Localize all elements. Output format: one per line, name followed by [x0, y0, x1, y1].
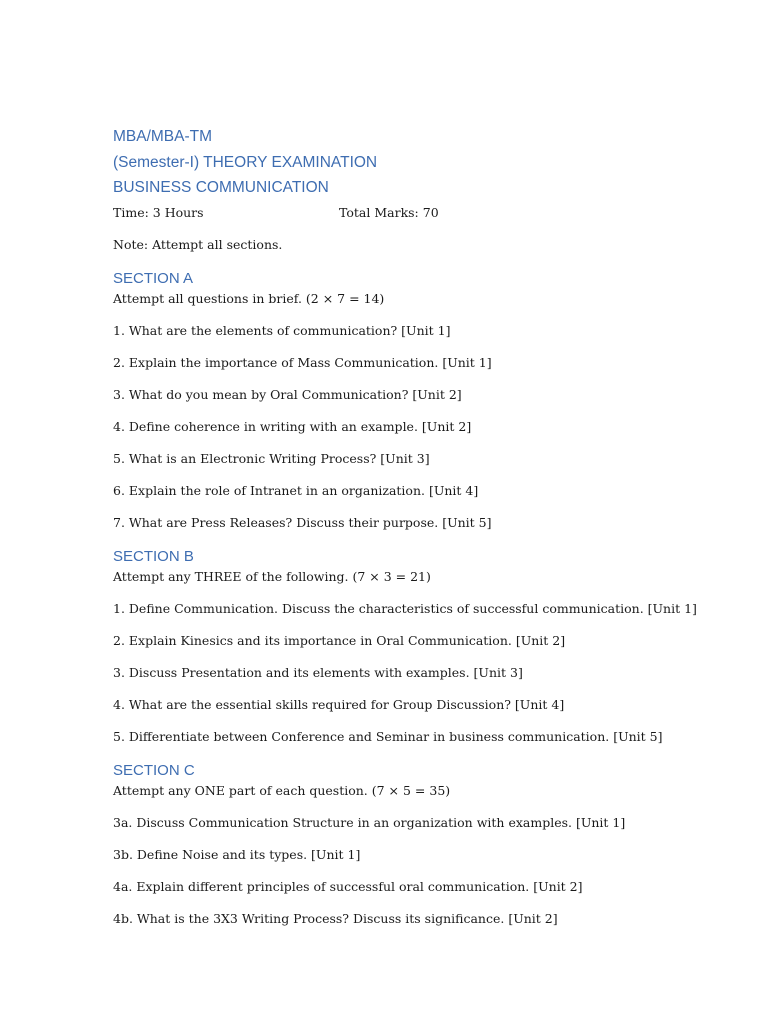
program-title: MBA/MBA-TM — [113, 128, 213, 145]
exam-note: Note: Attempt all sections. — [113, 236, 283, 252]
question-item: 1. What are the elements of communication? [Unit 1] — [113, 322, 451, 338]
subject-title: BUSINESS COMMUNICATION — [113, 179, 329, 196]
question-item: 2. Explain the importance of Mass Communication. [Unit 1] — [113, 354, 492, 370]
question-item: 3. What do you mean by Oral Communication? [Unit 2] — [113, 386, 462, 402]
exam-time: Time: 3 Hours — [113, 204, 204, 220]
section-b-heading: SECTION B — [113, 547, 194, 565]
question-item: 3b. Define Noise and its types. [Unit 1] — [113, 846, 361, 862]
section-a-instruction: Attempt all questions in brief. (2 × 7 = 14) — [113, 290, 385, 306]
section-a-heading: SECTION A — [113, 269, 194, 287]
question-item: 4a. Explain different principles of successful oral communication. [Unit 2] — [113, 878, 583, 894]
total-marks: Total Marks: 70 — [339, 204, 439, 220]
question-item: 4. What are the essential skills required for Group Discussion? [Unit 4] — [113, 696, 565, 712]
question-item: 2. Explain Kinesics and its importance in Oral Communication. [Unit 2] — [113, 632, 566, 648]
question-item: 4. Define coherence in writing with an example. [Unit 2] — [113, 418, 472, 434]
exam-title: (Semester-I) THEORY EXAMINATION — [113, 153, 378, 171]
question-item: 5. What is an Electronic Writing Process? [Unit 3] — [113, 450, 430, 466]
question-item: 4b. What is the 3X3 Writing Process? Discuss its significance. [Unit 2] — [113, 910, 558, 926]
question-item: 6. Explain the role of Intranet in an organization. [Unit 4] — [113, 482, 479, 498]
section-c-instruction: Attempt any ONE part of each question. (7 × 5 = 35) — [113, 782, 451, 798]
exam-meta — [113, 204, 733, 222]
question-item: 7. What are Press Releases? Discuss their purpose. [Unit 5] — [113, 514, 492, 530]
section-c-heading: SECTION C — [113, 761, 195, 779]
question-item: 3a. Discuss Communication Structure in an organization with examples. [Unit 1] — [113, 814, 626, 830]
exam-paper — [113, 124, 733, 928]
question-item: 3. Discuss Presentation and its elements with examples. [Unit 3] — [113, 664, 523, 680]
question-item: 5. Differentiate between Conference and Seminar in business communication. [Unit 5] — [113, 728, 663, 744]
section-b-instruction: Attempt any THREE of the following. (7 × 3 = 21) — [113, 568, 431, 584]
question-item: 1. Define Communication. Discuss the characteristics of successful communication. [Unit 1] — [113, 600, 697, 616]
